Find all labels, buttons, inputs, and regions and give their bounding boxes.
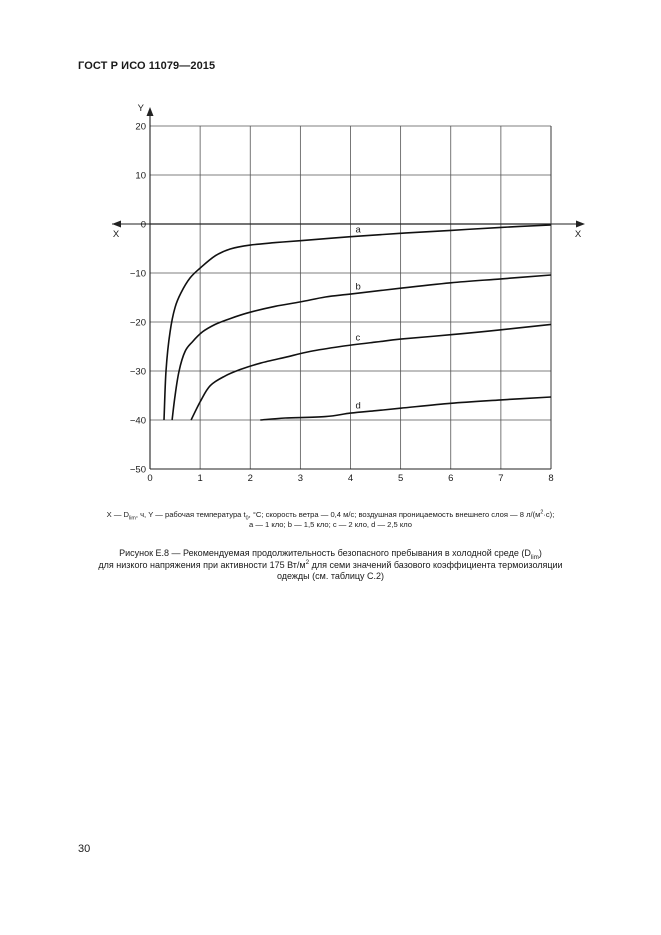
left-arrowhead <box>112 221 121 228</box>
y-axis-arrowhead <box>147 107 154 116</box>
curve-label-a: a <box>355 224 361 236</box>
y-tick-label-5: −30 <box>129 366 146 378</box>
legend-line-2: a — 1 кло; b — 1,5 кло; c — 2 кло, d — 2,5 кло <box>249 520 412 529</box>
x-tick-label-8: 8 <box>548 473 554 484</box>
x-tick-label-4: 4 <box>347 473 354 484</box>
curve-label-d: d <box>355 400 361 412</box>
x-tick-label-7: 7 <box>498 473 504 484</box>
figure-caption <box>40 548 621 583</box>
y-tick-label-3: −10 <box>129 268 146 280</box>
curve-c <box>191 324 551 420</box>
caption-line-1: Рисунок E.8 — Рекомендуемая продолжительность безопасного пребывания в холодной среде $(D_{lim})$ <box>119 548 542 561</box>
x-tick-label-6: 6 <box>448 473 454 484</box>
grid-lines <box>150 126 551 469</box>
y-axis-letter: Y <box>137 103 144 114</box>
x-axis-letter-left: X <box>112 229 120 240</box>
y-tick-label-4: −20 <box>129 317 146 329</box>
figure-legend <box>40 510 621 530</box>
x-tick-label-1: 1 <box>197 473 203 484</box>
legend-line-1: X — $D_{lim}$, ч, Y — рабочая температура $t_0$, °C; скорость ветра — 0,4 м/с; воздушная проницаемость внешнего слоя — 8 $л/(м^2\cdot с)$; <box>106 509 555 522</box>
y-tick-label-7: −50 <box>129 464 146 476</box>
curve-b <box>172 275 551 420</box>
curve-d <box>260 397 551 420</box>
x-tick-label-5: 5 <box>397 473 404 484</box>
y-tick-label-0: 20 <box>135 121 146 133</box>
curves <box>164 225 551 420</box>
curve-label-b: b <box>355 281 361 293</box>
x-tick-label-0: 0 <box>147 473 153 484</box>
y-tick-label-1: 10 <box>135 170 146 182</box>
x-tick-label-3: 3 <box>297 473 304 484</box>
x-tick-label-2: 2 <box>247 473 253 484</box>
y-tick-label-6: −40 <box>129 415 146 427</box>
page-number: 30 <box>78 843 91 855</box>
caption-line-3: одежды (см. таблицу C.2) <box>276 571 385 581</box>
plot-frame <box>147 107 552 469</box>
right-arrowhead <box>576 221 585 228</box>
curve-labels <box>356 224 362 411</box>
curve-a <box>164 225 551 420</box>
y-tick-label-2: 0 <box>140 219 146 231</box>
tick-labels <box>113 103 582 484</box>
curve-label-c: c <box>355 332 361 344</box>
caption-line-2: для низкого напряжения при активности 175 $Вт/м^2$ для семи значений базового коэффициента термоизоляции <box>98 558 563 570</box>
document-header: ГОСТ Р ИСО 11079—2015 <box>78 60 216 72</box>
x-axis-letter-right: X <box>574 229 582 240</box>
